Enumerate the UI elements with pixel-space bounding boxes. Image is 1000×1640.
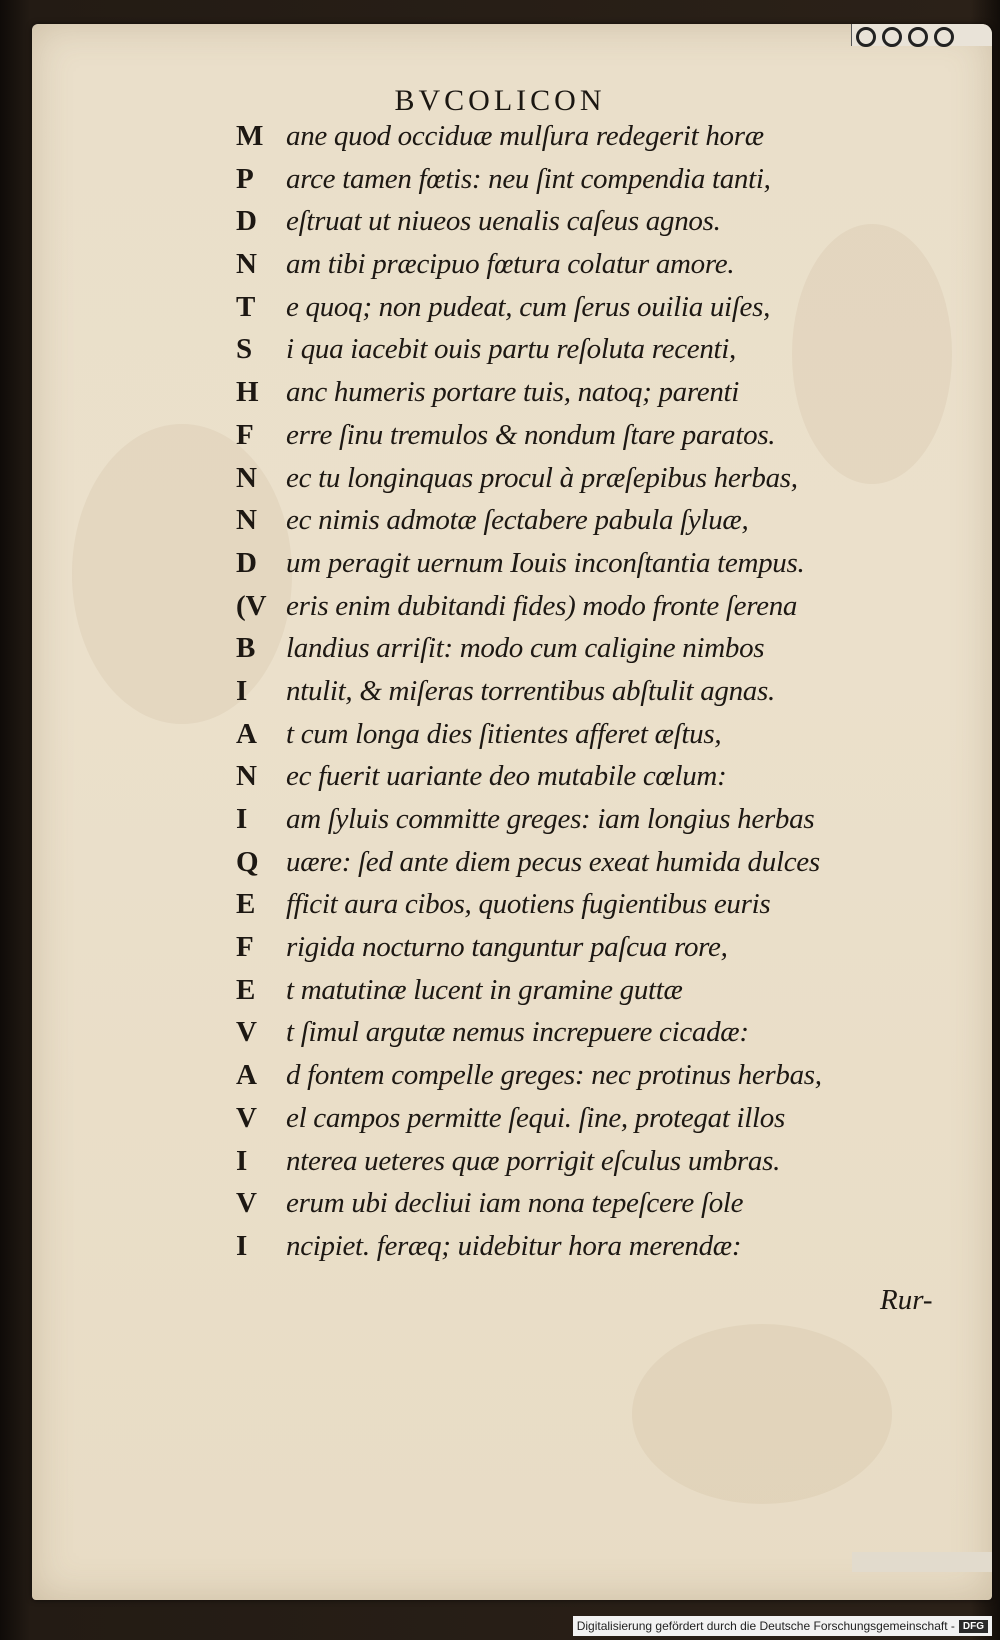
verse-initial: V	[236, 1187, 257, 1220]
verse-text: ane quod occiduæ mulſura redegerit horæ	[286, 120, 764, 152]
verse-text: e quoq; non pudeat, cum ſerus ouilia uiſes,	[286, 290, 771, 323]
verse-initial: D	[236, 546, 257, 579]
verse-text: t ſimul argutæ nemus increpuere cicadæ:	[286, 1016, 749, 1049]
verse-line	[236, 675, 936, 718]
verse-line	[236, 376, 936, 419]
verse-line	[236, 803, 936, 846]
verse-initial: P	[236, 162, 254, 195]
verse-text: am tibi præcipuo fœtura colatur amore.	[286, 248, 735, 281]
verse-text: arce tamen fœtis: neu ſint compendia tanti,	[286, 162, 771, 195]
verse-initial: B	[236, 632, 256, 665]
verse-text: ec tu longinquas procul à præſepibus herbas,	[286, 461, 798, 494]
verse-initial: S	[236, 333, 253, 366]
verse-initial: I	[236, 1229, 248, 1262]
verse-text: i qua iacebit ouis partu reſoluta recenti,	[286, 333, 736, 366]
paper-stain	[632, 1324, 892, 1504]
verse-text: ec nimis admotæ ſectabere pabula ſyluæ,	[286, 504, 749, 537]
verse-initial: E	[236, 888, 256, 921]
running-head: BVCOLICON	[394, 84, 606, 117]
verse-text: uære: ſed ante diem pecus exeat humida dulces	[286, 845, 820, 878]
verse-block	[236, 120, 936, 1273]
verse-initial: I	[236, 674, 248, 707]
verse-text: eris enim dubitandi fides) modo fronte ſerena	[286, 589, 798, 622]
verse-text: rigida nocturno tanguntur paſcua rore,	[286, 931, 728, 964]
verse-line	[236, 1059, 936, 1102]
verse-text: ntulit, & miſeras torrentibus abſtulit agnas.	[286, 674, 775, 707]
verse-line	[236, 1187, 936, 1230]
verse-text: um peragit uernum Iouis inconſtantia tempus.	[286, 546, 805, 579]
verse-line	[236, 888, 936, 931]
verse-text: el campos permitte ſequi. ſine, protegat illos	[286, 1101, 785, 1134]
verse-line	[236, 632, 936, 675]
verse-line	[236, 205, 936, 248]
color-calibration-strip-top	[851, 24, 992, 46]
verse-line	[236, 1102, 936, 1145]
footer-text: Digitalisierung gefördert durch die Deutsche Forschungsgemeinschaft -	[576, 1619, 955, 1633]
verse-line	[236, 291, 936, 334]
verse-initial: H	[236, 376, 259, 409]
verse-text: eſtruat ut niueos uenalis caſeus agnos.	[286, 205, 721, 238]
verse-initial: E	[236, 973, 256, 1006]
dfg-logo-badge: DFG	[959, 1620, 988, 1633]
verse-text: fficit aura cibos, quotiens fugientibus euris	[286, 888, 771, 921]
verse-initial: I	[236, 803, 248, 835]
verse-line	[236, 931, 936, 974]
verse-text: t cum longa dies ſitientes afferet æſtus,	[286, 717, 722, 750]
color-calibration-strip-bottom	[852, 1552, 992, 1572]
verse-line	[236, 248, 936, 291]
verse-line	[236, 419, 936, 462]
verse-initial: V	[236, 1016, 257, 1049]
verse-initial: N	[236, 760, 257, 793]
verse-initial: T	[236, 290, 256, 323]
verse-initial: M	[236, 120, 264, 152]
verse-text: ec fuerit uariante deo mutabile cœlum:	[286, 760, 727, 793]
verse-initial: D	[236, 205, 257, 238]
verse-line	[236, 333, 936, 376]
verse-text: nterea ueteres quæ porrigit eſculus umbras.	[286, 1144, 781, 1177]
verse-line	[236, 846, 936, 889]
verse-initial: Q	[236, 845, 259, 878]
verse-line	[236, 1016, 936, 1059]
verse-line	[236, 547, 936, 590]
verse-text: anc humeris portare tuis, natoq; parenti	[286, 376, 740, 409]
verse-line	[236, 120, 936, 163]
verse-initial: N	[236, 248, 257, 281]
verse-line	[236, 590, 936, 633]
verse-text: am ſyluis committe greges: iam longius herbas	[286, 803, 815, 835]
verse-text: d fontem compelle greges: nec protinus herbas,	[286, 1059, 822, 1092]
verse-line	[236, 1145, 936, 1188]
verse-initial: A	[236, 1059, 257, 1092]
verse-text: erre ſinu tremulos & nondum ſtare paratos.	[286, 418, 776, 451]
verse-initial: N	[236, 504, 257, 537]
verse-text: ncipiet. feræq; uidebitur hora merendæ:	[286, 1229, 742, 1262]
verse-line	[236, 718, 936, 761]
verse-line	[236, 504, 936, 547]
verse-text: erum ubi decliui iam nona tepeſcere ſole	[286, 1187, 744, 1220]
verse-initial: N	[236, 461, 257, 494]
verse-initial: I	[236, 1144, 248, 1177]
verse-line	[236, 1230, 936, 1273]
verse-line	[236, 974, 936, 1017]
verse-line	[236, 462, 936, 505]
verse-text: t matutinæ lucent in gramine guttæ	[286, 973, 683, 1006]
verse-text: landius arriſit: modo cum caligine nimbos	[286, 632, 765, 665]
verse-initial: F	[236, 931, 254, 964]
catchword: Rur-	[880, 1284, 933, 1316]
verse-line	[236, 760, 936, 803]
digitization-footer	[573, 1616, 992, 1636]
verse-initial: V	[236, 1101, 257, 1134]
verse-initial: F	[236, 418, 254, 451]
verse-initial: (V	[236, 589, 267, 622]
verse-line	[236, 163, 936, 206]
verse-initial: A	[236, 717, 257, 750]
